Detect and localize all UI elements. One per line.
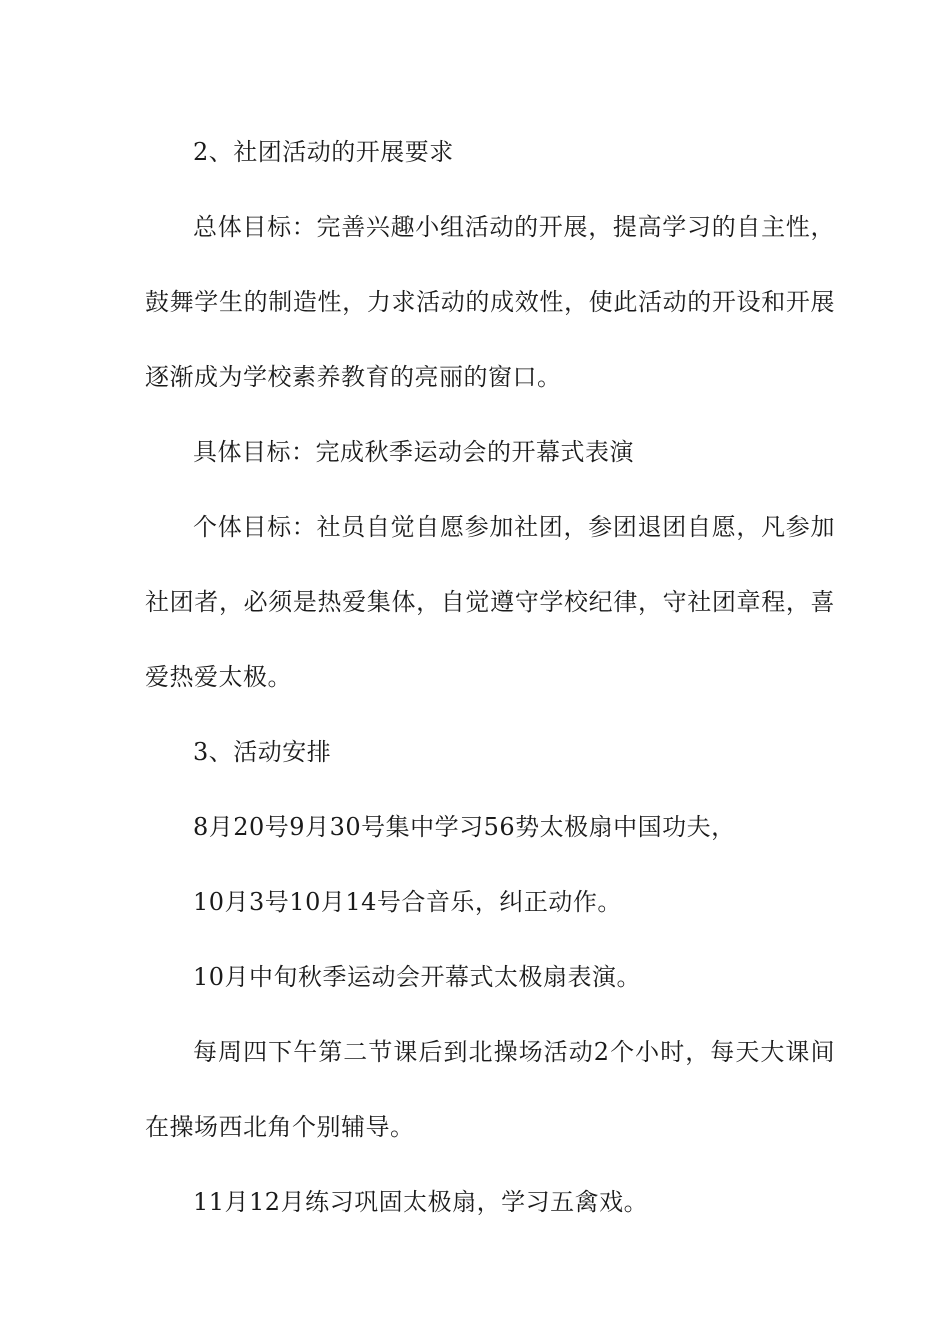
paragraph-individual-goal: 个体目标：社员自觉自愿参加社团，参团退团自愿，凡参加社团者，必须是热爱集体，自觉遵守学校纪律，守社团章程，喜爱热爱太极。	[145, 513, 835, 691]
paragraph-specific-goal: 具体目标：完成秋季运动会的开幕式表演	[193, 438, 634, 466]
paragraph-schedule-aug-sep: 8月20号9月30号集中学习56势太极扇中国功夫，	[193, 813, 736, 841]
paragraph-overall-goal: 总体目标：完善兴趣小组活动的开展，提高学习的自主性，鼓舞学生的制造性，力求活动的成效性，使此活动的开设和开展逐渐成为学校素养教育的亮丽的窗口。	[145, 213, 835, 391]
section-heading-activity-schedule: 3、活动安排	[193, 738, 332, 766]
paragraph-schedule-oct-music: 10月3号10月14号合音乐，纠正动作。	[193, 888, 622, 916]
paragraph-schedule-oct-performance: 10月中旬秋季运动会开幕式太极扇表演。	[193, 963, 642, 991]
paragraph-weekly-activity: 每周四下午第二节课后到北操场活动2个小时，每天大课间在操场西北角个别辅导。	[145, 1038, 835, 1141]
section-heading-club-requirements: 2、社团活动的开展要求	[193, 138, 454, 166]
paragraph-schedule-nov-dec: 11月12月练习巩固太极扇，学习五禽戏。	[193, 1188, 649, 1216]
